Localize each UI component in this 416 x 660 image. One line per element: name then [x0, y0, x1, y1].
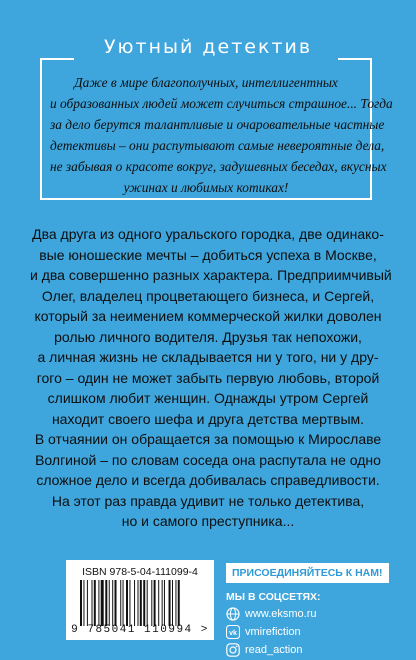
barcode-bar	[112, 580, 113, 626]
barcode-bar	[134, 580, 135, 626]
barcode-bar	[164, 580, 165, 626]
tagline	[50, 72, 393, 198]
social-link-instagram[interactable]	[226, 643, 386, 657]
blurb-line: а личная жизнь не складывается ни у того, ни у дру-	[37, 349, 379, 365]
barcode-bar	[92, 580, 93, 626]
barcode-bar	[169, 580, 171, 626]
barcode-bar	[143, 580, 145, 626]
blurb-line: Волгиной – по словам соседа она распутала не одно	[35, 451, 381, 468]
blurb-line: ролью личного водителя. Друзья так непохожи,	[54, 328, 362, 345]
barcode-bar	[158, 580, 159, 626]
barcode-bar	[120, 580, 121, 626]
barcode-bar	[154, 580, 156, 626]
blurb-line: Олег, владелец процветающего бизнеса, и Сергей,	[41, 287, 375, 304]
barcode-bar	[162, 580, 163, 626]
barcode-bar	[126, 580, 128, 626]
barcode-bar	[109, 580, 110, 626]
tagline-line: за дело берутся талантливые и очаровательные частные	[50, 117, 385, 132]
barcode-bars	[80, 580, 204, 626]
barcode-bar	[123, 580, 124, 626]
barcode-bar	[87, 580, 88, 626]
barcode-bar	[94, 580, 96, 626]
blurb-line: В отчаянии он обращается за помощью к Мирославе	[34, 431, 382, 447]
barcode-bar	[147, 580, 148, 626]
social-link-site[interactable]	[226, 607, 386, 621]
blurb-line: сложное дело и всегда добивалась справедливости.	[36, 472, 380, 488]
blurb-line: На этот раз правда удивит не только детектива,	[51, 492, 365, 509]
social-link-vk[interactable]	[226, 625, 386, 639]
barcode-bar	[98, 580, 99, 626]
blurb-line: Два друга из одного уральского городка, две одинако-	[32, 226, 384, 242]
tagline-line: детективы – они распутывают самые невероятные дела,	[50, 138, 385, 153]
instagram-icon	[226, 643, 240, 657]
tagline-line: ужинах и любимых котиках!	[123, 180, 289, 195]
tagline-line: Даже в мире благополучных, интеллигентных	[74, 75, 338, 90]
svg-text:vk: vk	[229, 630, 237, 637]
barcode-bar	[105, 580, 107, 626]
social-link-text: vmirefiction	[245, 626, 301, 638]
blurb-line: который за неимением коммерческой жилки доволен	[34, 308, 382, 324]
barcode-bar	[178, 580, 180, 626]
blurb-line: находит своего шефа и друга детства мертвым.	[51, 410, 365, 427]
social-link-text: www.eksmo.ru	[245, 608, 317, 620]
social-link-text: read_action	[245, 644, 303, 656]
social-block	[226, 563, 386, 657]
barcode-bar	[140, 580, 142, 626]
blurb-line: но и самого преступника...	[121, 513, 295, 529]
tagline-line: не забывая о красоте вокруг, задушевных беседах, вкусных	[50, 159, 387, 174]
book-blurb	[30, 224, 392, 532]
barcode-bar	[138, 580, 139, 626]
barcode-number: 9 785041 110994 >	[71, 624, 209, 636]
series-title: Уютный детектив	[103, 36, 313, 58]
join-us-banner: ПРИСОЕДИНЯЙТЕСЬ К НАМ!	[226, 563, 389, 583]
barcode-bar	[101, 580, 104, 626]
blurb-line: вые юношеские мечты – добиться успеха в Москве,	[39, 246, 377, 263]
barcode-bar	[129, 580, 130, 626]
barcode-bar	[83, 580, 84, 626]
blurb-line: гого – один не может забыть первую любовь, второй	[36, 369, 380, 386]
globe-icon	[226, 607, 240, 621]
barcode-panel	[66, 560, 214, 640]
barcode-bar	[80, 580, 82, 626]
social-heading: МЫ В СОЦСЕТЯХ:	[226, 591, 321, 603]
blurb-line: слишком любит женщин. Однажды утром Сергей	[47, 390, 369, 406]
barcode-bar	[175, 580, 176, 626]
blurb-line: и два совершенно разных характера. Предприимчивый	[30, 267, 392, 283]
tagline-line: и образованных людей может случиться страшное... Тогда	[50, 96, 393, 111]
isbn-text: ISBN 978-5-04-111099-4	[82, 566, 198, 578]
vk-icon	[226, 625, 240, 639]
barcode-bar	[151, 580, 152, 626]
barcode-bar	[115, 580, 117, 626]
barcode-bar	[172, 580, 173, 626]
